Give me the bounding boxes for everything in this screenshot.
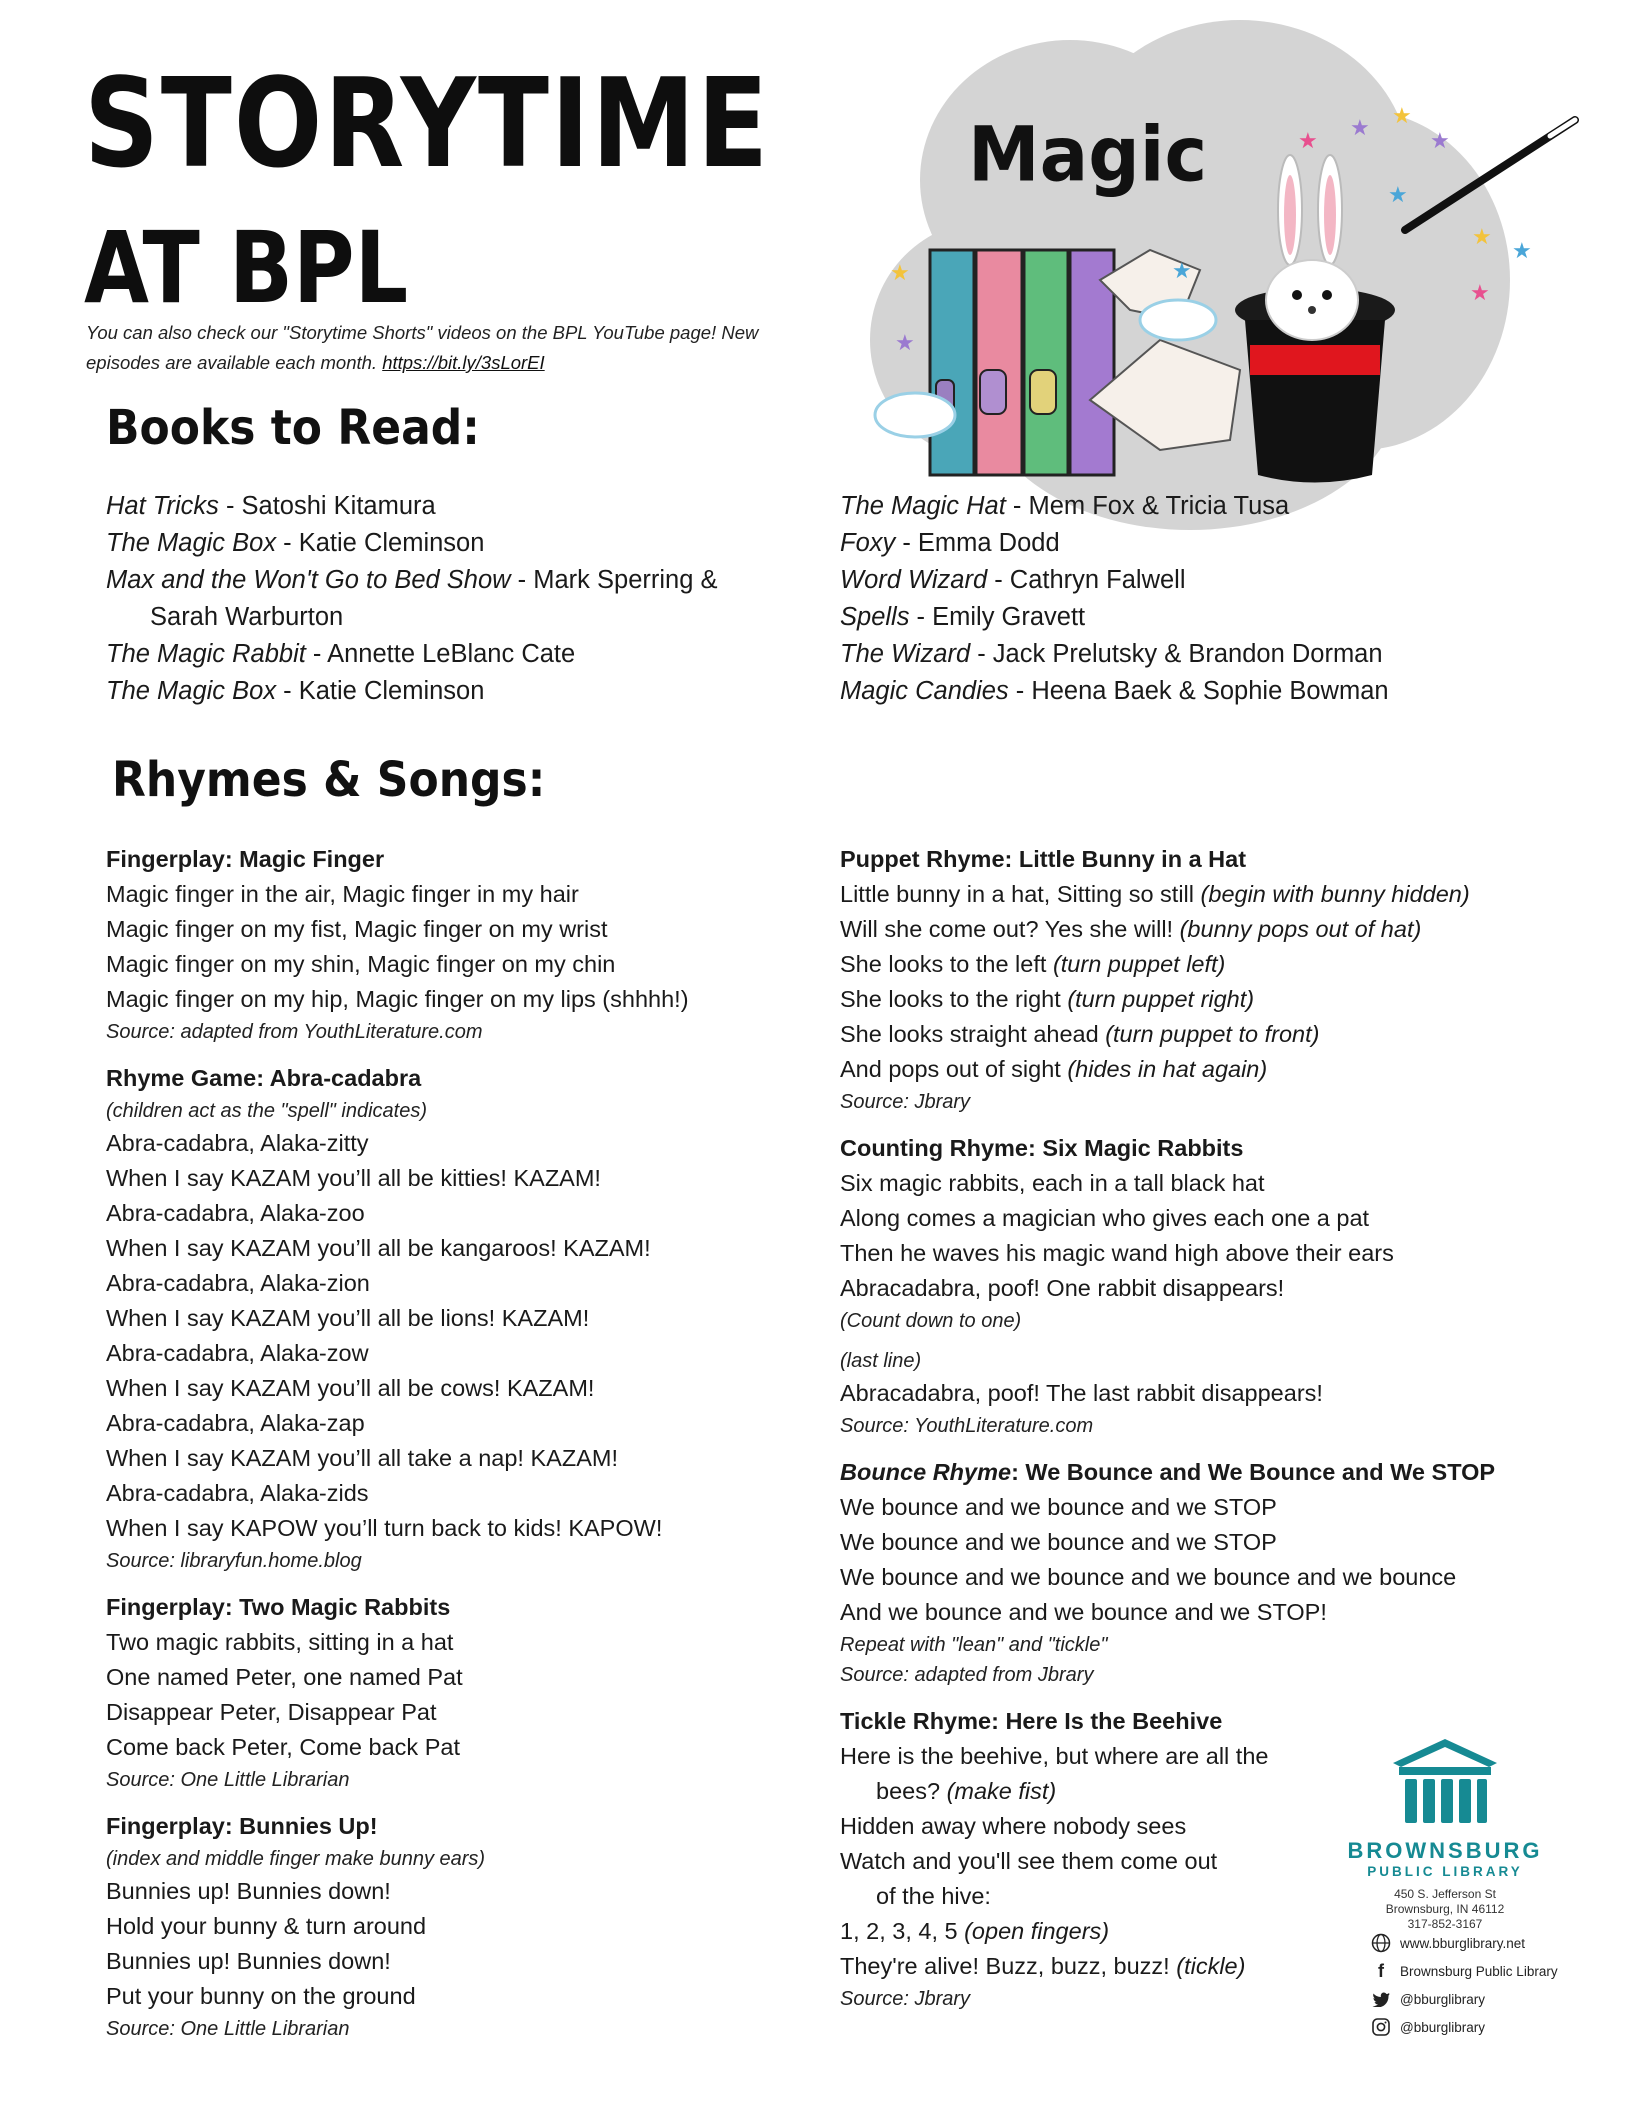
rhyme-note: (Count down to one) (840, 1310, 1022, 1332)
rhyme-source: Source: adapted from Jbrary (840, 1664, 1094, 1686)
page-subtitle: AT BPL (84, 209, 409, 326)
rhyme-line: They're alive! Buzz, buzz, buzz! (tickle) (840, 1953, 1246, 1979)
rhyme-heading: Counting Rhyme: Six Magic Rabbits (840, 1135, 1244, 1161)
rhyme-line: She looks to the right (turn puppet right) (840, 986, 1255, 1012)
library-address-line: Brownsburg, IN 46112 (1385, 1902, 1505, 1916)
rhyme-line: Magic finger on my fist, Magic finger on my wrist (106, 916, 608, 942)
rhyme-line: Watch and you'll see them come out (840, 1848, 1218, 1874)
rhyme-line: Abra-cadabra, Alaka-zitty (106, 1130, 369, 1156)
theme-label: Magic (968, 110, 1208, 199)
rhyme-heading: Puppet Rhyme: Little Bunny in a Hat (840, 846, 1247, 872)
library-address-line: 450 S. Jefferson St (1394, 1887, 1496, 1901)
rhyme-heading: Fingerplay: Bunnies Up! (106, 1813, 378, 1839)
svg-text:★: ★ (1172, 259, 1192, 284)
rhyme-line: When I say KAZAM you’ll all be cows! KAZAM! (106, 1375, 595, 1401)
rhyme-line: When I say KAPOW you’ll turn back to kids! KAPOW! (106, 1515, 663, 1541)
rhyme-line: Along comes a magician who gives each one a pat (840, 1205, 1370, 1231)
library-social-list (1370, 1932, 1620, 2038)
rhyme-line: Bunnies up! Bunnies down! (106, 1948, 391, 1974)
svg-text:★: ★ (890, 261, 910, 286)
library-name: BROWNSBURG (1347, 1838, 1543, 1863)
rhyme-line: Here is the beehive, but where are all the (840, 1743, 1269, 1769)
rhyme-line: When I say KAZAM you’ll all be kitties! KAZAM! (106, 1165, 601, 1191)
globe-icon (1370, 1932, 1392, 1954)
svg-text:★: ★ (1298, 129, 1318, 154)
rhyme-line: Magic finger on my shin, Magic finger on my chin (106, 951, 616, 977)
book-item: Foxy - Emma Dodd (840, 529, 1060, 557)
rhyme-source: Source: libraryfun.home.blog (106, 1550, 362, 1572)
rhyme-line: Abracadabra, poof! The last rabbit disappears! (840, 1380, 1323, 1406)
rhyme-line: Abra-cadabra, Alaka-zoo (106, 1200, 365, 1226)
rhymes-left-column (106, 836, 826, 2044)
rhyme-note: (children act as the "spell" indicates) (106, 1100, 428, 1122)
rhyme-source: Source: adapted from YouthLiterature.com (106, 1021, 483, 1043)
library-phone: 317-852-3167 (1407, 1917, 1483, 1931)
book-item: The Magic Box - Katie Cleminson (106, 677, 485, 705)
book-item: The Magic Hat - Mem Fox & Tricia Tusa (840, 492, 1290, 520)
books-list-right (840, 488, 1560, 710)
rhyme-line: of the hive: (876, 1883, 991, 1909)
rhyme-line: When I say KAZAM you’ll all take a nap! KAZAM! (106, 1445, 618, 1471)
website-link[interactable]: www.bburglibrary.net (1370, 1932, 1620, 1954)
rhyme-heading: Bounce Rhyme: We Bounce and We Bounce and We STOP (840, 1459, 1496, 1485)
instagram-icon (1370, 2016, 1392, 2038)
rhyme-heading: Fingerplay: Magic Finger (106, 846, 385, 872)
book-item: Max and the Won't Go to Bed Show - Mark Sperring & (106, 566, 718, 594)
rhyme-heading: Fingerplay: Two Magic Rabbits (106, 1594, 451, 1620)
rhyme-line: Disappear Peter, Disappear Pat (106, 1699, 437, 1725)
rhyme-source: Source: YouthLiterature.com (840, 1415, 1094, 1437)
book-item: The Magic Rabbit - Annette LeBlanc Cate (106, 640, 576, 668)
rhyme-note: (last line) (840, 1350, 922, 1372)
rhyme-line: Abracadabra, poof! One rabbit disappears! (840, 1275, 1285, 1301)
books-icon (930, 250, 1240, 475)
youtube-link[interactable]: https://bit.ly/3sLorEI (382, 352, 545, 373)
svg-text:★: ★ (1472, 225, 1492, 250)
rhyme-line: Hold your bunny & turn around (106, 1913, 427, 1939)
rhyme-line: Abra-cadabra, Alaka-zap (106, 1410, 365, 1436)
rhyme-heading: Rhyme Game: Abra-cadabra (106, 1065, 422, 1091)
rhyme-line: Abra-cadabra, Alaka-zion (106, 1270, 370, 1296)
rhyme-line: Bunnies up! Bunnies down! (106, 1878, 391, 1904)
svg-text:★: ★ (895, 331, 915, 356)
svg-text:★: ★ (1392, 104, 1412, 129)
rhyme-line: When I say KAZAM you’ll all be kangaroos! KAZAM! (106, 1235, 651, 1261)
svg-text:★: ★ (1470, 281, 1490, 306)
rhyme-line: And we bounce and we bounce and we STOP! (840, 1599, 1327, 1625)
book-item: The Wizard - Jack Prelutsky & Brandon Dorman (840, 640, 1383, 668)
instagram-link[interactable]: @bburglibrary (1370, 2016, 1620, 2038)
rhyme-line: Two magic rabbits, sitting in a hat (106, 1629, 454, 1655)
rhyme-line: Come back Peter, Come back Pat (106, 1734, 460, 1760)
rhymes-heading: Rhymes & Songs: (112, 752, 546, 809)
book-item: The Magic Box - Katie Cleminson (106, 529, 485, 557)
rhyme-line: We bounce and we bounce and we STOP (840, 1494, 1277, 1520)
book-item: Spells - Emily Gravett (840, 603, 1086, 631)
magic-illustration (860, 20, 1580, 540)
svg-text:★: ★ (1512, 239, 1532, 264)
intro-text (86, 318, 786, 378)
rhyme-line: She looks straight ahead (turn puppet to front) (840, 1021, 1320, 1047)
rhyme-line: She looks to the left (turn puppet left) (840, 951, 1226, 977)
facebook-icon: f (1378, 1960, 1384, 1981)
rhyme-source: Source: One Little Librarian (106, 2018, 350, 2040)
books-list-left (106, 488, 806, 710)
rhyme-heading: Tickle Rhyme: Here Is the Beehive (840, 1708, 1223, 1734)
library-branding (1340, 1838, 1550, 1932)
rhyme-source: Source: Jbrary (840, 1988, 971, 2010)
rhyme-note: (index and middle finger make bunny ears) (106, 1848, 486, 1870)
rhyme-line: Will she come out? Yes she will! (bunny pops out of hat) (840, 916, 1422, 942)
rhyme-line: bees? (make fist) (876, 1778, 1057, 1804)
rhyme-line: Then he waves his magic wand high above their ears (840, 1240, 1394, 1266)
rhyme-line: Magic finger in the air, Magic finger in my hair (106, 881, 579, 907)
library-logo-icon (1385, 1735, 1505, 1835)
rhyme-line: Six magic rabbits, each in a tall black hat (840, 1170, 1265, 1196)
rhyme-line: And pops out of sight (hides in hat again) (840, 1056, 1268, 1082)
book-item: Hat Tricks - Satoshi Kitamura (106, 492, 436, 520)
page-title: STORYTIME (84, 51, 771, 196)
rhyme-source: Source: One Little Librarian (106, 1769, 350, 1791)
rhyme-line: Hidden away where nobody sees (840, 1813, 1187, 1839)
rhyme-source: Source: Jbrary (840, 1091, 971, 1113)
books-heading: Books to Read: (106, 400, 480, 457)
book-item: Magic Candies - Heena Baek & Sophie Bowman (840, 677, 1389, 705)
rhyme-line: Put your bunny on the ground (106, 1983, 416, 2009)
svg-text:★: ★ (1388, 183, 1408, 208)
rhyme-line: 1, 2, 3, 4, 5 (open fingers) (840, 1918, 1110, 1944)
rhyme-line: We bounce and we bounce and we STOP (840, 1529, 1277, 1555)
svg-text:★: ★ (1430, 129, 1450, 154)
rhyme-line: Abra-cadabra, Alaka-zids (106, 1480, 369, 1506)
rhyme-line: One named Peter, one named Pat (106, 1664, 463, 1690)
rhyme-line: Little bunny in a hat, Sitting so still (begin with bunny hidden) (840, 881, 1470, 907)
rhyme-line: Abra-cadabra, Alaka-zow (106, 1340, 369, 1366)
rhyme-line: We bounce and we bounce and we bounce and we bounce (840, 1564, 1457, 1590)
svg-text:★: ★ (1350, 116, 1370, 141)
library-subname: PUBLIC LIBRARY (1367, 1864, 1523, 1879)
intro-text-body: You can also check our "Storytime Shorts" videos on the BPL YouTube page! New episodes are available each month. (86, 322, 759, 373)
twitter-icon (1370, 1988, 1392, 2010)
rhyme-line: When I say KAZAM you’ll all be lions! KAZAM! (106, 1305, 590, 1331)
book-item-continuation: Sarah Warburton (150, 603, 344, 631)
book-item: Word Wizard - Cathryn Falwell (840, 566, 1186, 594)
rhyme-note: Repeat with "lean" and "tickle" (840, 1634, 1108, 1656)
twitter-link[interactable]: @bburglibrary (1370, 1988, 1620, 2010)
facebook-link[interactable]: f Brownsburg Public Library (1370, 1960, 1620, 1982)
rhyme-line: Magic finger on my hip, Magic finger on my lips (shhhh!) (106, 986, 689, 1012)
